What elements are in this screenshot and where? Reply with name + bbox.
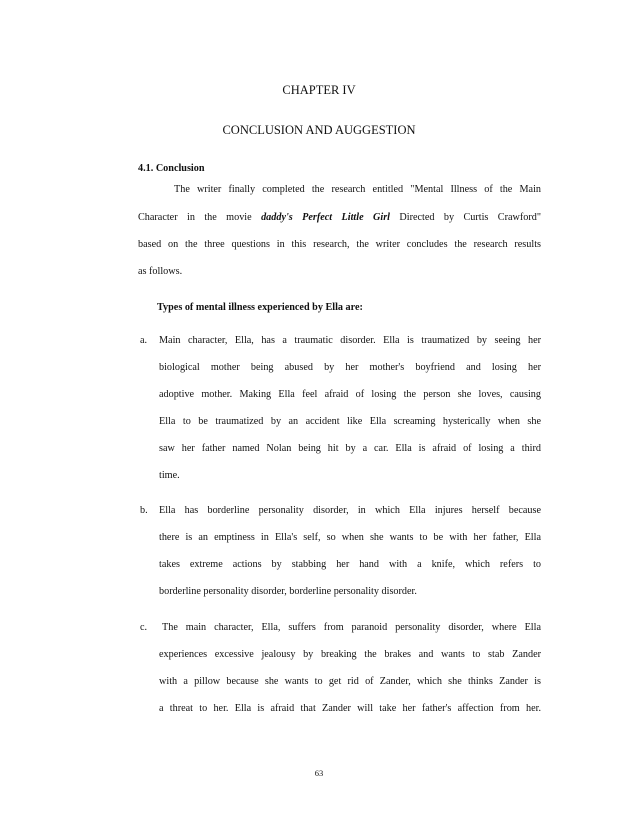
list-item-c-line-3: with a pillow because she wants to get rid of Zander, which she thinks Zander is: [159, 676, 541, 687]
intro-line-2-start: Character in the movie: [138, 212, 252, 223]
list-item-b-line-3: takes extreme actions by stabbing her hand with a knife, which refers to: [159, 559, 541, 570]
list-item-a-line-4: Ella to be traumatized by an accident like Ella screaming hysterically when she: [159, 416, 541, 427]
intro-line-2-end: Directed by Curtis Crawford": [399, 212, 541, 223]
list-item-a-line-1: Main character, Ella, has a traumatic disorder. Ella is traumatized by seeing her: [159, 335, 541, 346]
list-item-a-line-3: adoptive mother. Making Ella feel afraid of losing the person she loves, causing: [159, 389, 541, 400]
list-item-b-line-2: there is an emptiness in Ella's self, so when she wants to be with her father, Ella: [159, 532, 541, 543]
list-item-b-line-4: borderline personality disorder, borderline personality disorder.: [159, 586, 417, 597]
page-number: 63: [314, 768, 324, 778]
list-marker-a: a.: [140, 335, 148, 346]
list-item-b-line-1: Ella has borderline personality disorder, in which Ella injures herself because: [159, 505, 541, 516]
types-heading: Types of mental illness experienced by Ella are:: [157, 302, 363, 313]
list-item-c-line-4: a threat to her. Ella is afraid that Zander will take her father's affection from her.: [159, 703, 541, 714]
intro-line-4: as follows.: [138, 266, 183, 277]
list-item-a-line-5: saw her father named Nolan being hit by a car. Ella is afraid of losing a third: [159, 443, 541, 454]
list-item-a-line-6: time.: [159, 470, 180, 481]
movie-title: daddy's Perfect Little Girl: [261, 212, 390, 223]
section-heading: 4.1. Conclusion: [138, 163, 205, 174]
intro-line-2: [138, 212, 541, 224]
intro-line-3: based on the three questions in this research, the writer concludes the research results: [138, 239, 541, 250]
intro-line-1: The writer finally completed the research entitled "Mental Illness of the Main: [174, 184, 541, 195]
list-marker-b: b.: [140, 505, 148, 516]
list-item-c-line-1: The main character, Ella, suffers from paranoid personality disorder, where Ella: [162, 622, 541, 633]
chapter-title: CHAPTER IV: [282, 83, 356, 97]
list-item-a-line-2: biological mother being abused by her mother's boyfriend and losing her: [159, 362, 541, 373]
list-marker-c: c.: [140, 622, 148, 633]
list-item-c-line-2: experiences excessive jealousy by breaking the brakes and wants to stab Zander: [159, 649, 541, 660]
chapter-subtitle: CONCLUSION AND AUGGESTION: [222, 123, 416, 137]
